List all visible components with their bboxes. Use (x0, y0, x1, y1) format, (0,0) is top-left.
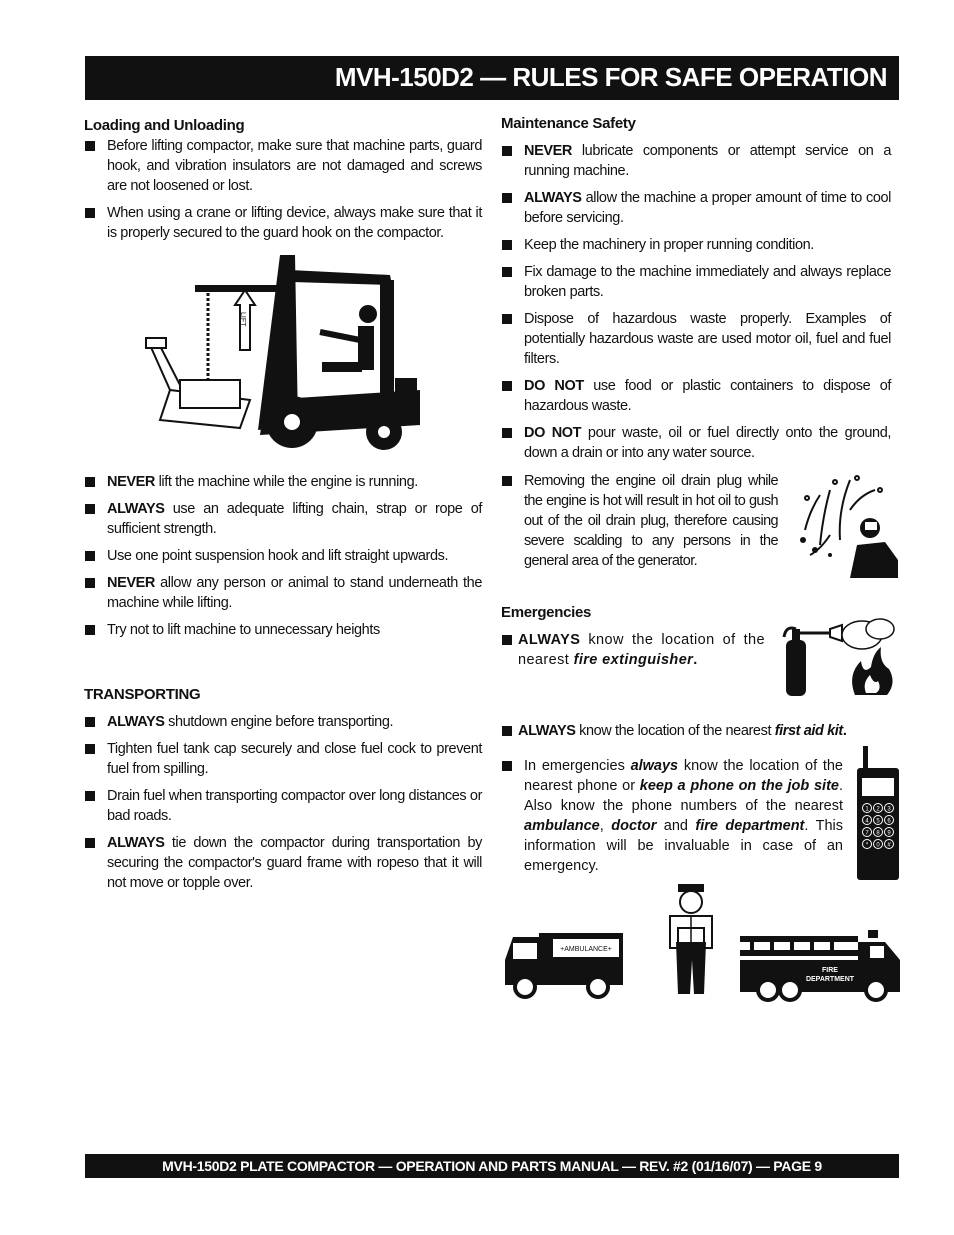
list-item: ALWAYS use an adequate lifting chain, strap or rope of sufficient strength. (84, 499, 482, 539)
loading-section (84, 116, 482, 243)
list-item: DO NOT use food or plastic containers to dispose of hazardous waste. (501, 376, 891, 416)
forklift-lifting-compactor-illustration (140, 250, 425, 460)
phone-key-label: 5 (876, 818, 880, 825)
fire-label-line2: DEPARTMENT (805, 976, 855, 983)
list-item: Use one point suspension hook and lift straight upwards. (84, 546, 482, 566)
phone-key-label: 4 (865, 818, 869, 825)
list-item: Try not to lift machine to unnecessary heights (84, 620, 482, 640)
phone-key-label: 8 (876, 830, 880, 837)
list-item: In emergencies always know the location of the nearest phone or keep a phone on the job site. Also know the phone numbers of the nearest ambulance, doctor and fire department. This information will be invaluable in case of an emergency. (501, 756, 843, 876)
list-item: DO NOT pour waste, oil or fuel directly onto the ground, down a drain or into any water source. (501, 423, 891, 463)
doctor-icon (664, 882, 722, 998)
list-item: ALWAYS shutdown engine before transporting. (84, 712, 482, 732)
list-item: Fix damage to the machine immediately and always replace broken parts. (501, 262, 891, 302)
phone-key-label: 1 (865, 806, 869, 813)
fire-extinguisher-rule: ALWAYS know the location of the nearest fire extinguisher. (501, 630, 765, 670)
ambulance-icon (503, 925, 625, 1000)
list-item: ALWAYS allow the machine a proper amount of time to cool before servicing. (501, 188, 891, 228)
bullet (502, 635, 512, 645)
first-aid-rule: ALWAYS know the location of the nearest first aid kit. (501, 721, 891, 741)
list-item: When using a crane or lifting device, always make sure that it is properly secured to the guard hook on the compactor. (84, 203, 482, 243)
list-item: NEVER lubricate components or attempt service on a running machine. (501, 141, 891, 181)
footer-text: MVH-150D2 PLATE COMPACTOR — OPERATION AND PARTS MANUAL — REV. #2 (01/16/07) — PAGE 9 (162, 1158, 822, 1174)
phone-rule (501, 756, 843, 876)
transporting-heading: TRANSPORTING (84, 686, 201, 703)
phone-key-label: # (887, 842, 891, 849)
phone-key-label: 6 (887, 818, 891, 825)
list-item: NEVER lift the machine while the engine is running. (84, 472, 482, 492)
maintenance-section (501, 114, 891, 463)
loading-heading: Loading and Unloading (84, 117, 245, 134)
hot-oil-burn-icon (795, 470, 898, 578)
hot-oil-warning (501, 471, 778, 571)
list-item: ALWAYS tie down the compactor during transportation by securing the compactor's guard frame with ropeso that it will not move or topple over. (84, 833, 482, 893)
list-item: Tighten fuel tank cap securely and close fuel cock to prevent fuel from spilling. (84, 739, 482, 779)
phone-key-label: 3 (887, 806, 891, 813)
lift-label: LIFT (239, 312, 246, 327)
emergencies-heading: Emergencies (501, 604, 592, 621)
phone-key-label: 0 (876, 842, 880, 849)
transporting-section (84, 685, 482, 893)
phone-key-label: 9 (887, 830, 891, 837)
list-item: Drain fuel when transporting compactor over long distances or bad roads. (84, 786, 482, 826)
bullet (502, 726, 512, 736)
list-item: Removing the engine oil drain plug while the engine is hot will result in hot oil to gush out of the oil drain plug, therefore causing severe scalding to any persons in the general area of the generator. (501, 471, 778, 571)
list-item: Before lifting compactor, make sure that machine parts, guard hook, and vibration insulators are not damaged and screws are not loosened or lost. (84, 136, 482, 196)
phone-key-label: 7 (865, 830, 869, 837)
phone-key-label: 2 (876, 806, 880, 813)
list-item: Keep the machinery in proper running condition. (501, 235, 891, 255)
fire-truck-icon (740, 928, 900, 1002)
page-title: MVH-150D2 — RULES FOR SAFE OPERATION (334, 62, 887, 92)
page-header-bar (85, 56, 899, 100)
page-footer-bar (85, 1154, 899, 1178)
fire-label-line1: FIRE (822, 967, 838, 974)
cell-phone-icon (855, 746, 901, 882)
fire-extinguisher-icon (780, 615, 900, 697)
ambulance-label: +AMBULANCE+ (560, 946, 612, 953)
list-item: NEVER allow any person or animal to stand underneath the machine while lifting. (84, 573, 482, 613)
list-item: Dispose of hazardous waste properly. Examples of potentially hazardous waste are used motor oil, fuel and fuel filters. (501, 309, 891, 369)
loading-rules (84, 472, 482, 640)
phone-key-label: * (865, 842, 869, 849)
maintenance-heading: Maintenance Safety (501, 115, 636, 132)
